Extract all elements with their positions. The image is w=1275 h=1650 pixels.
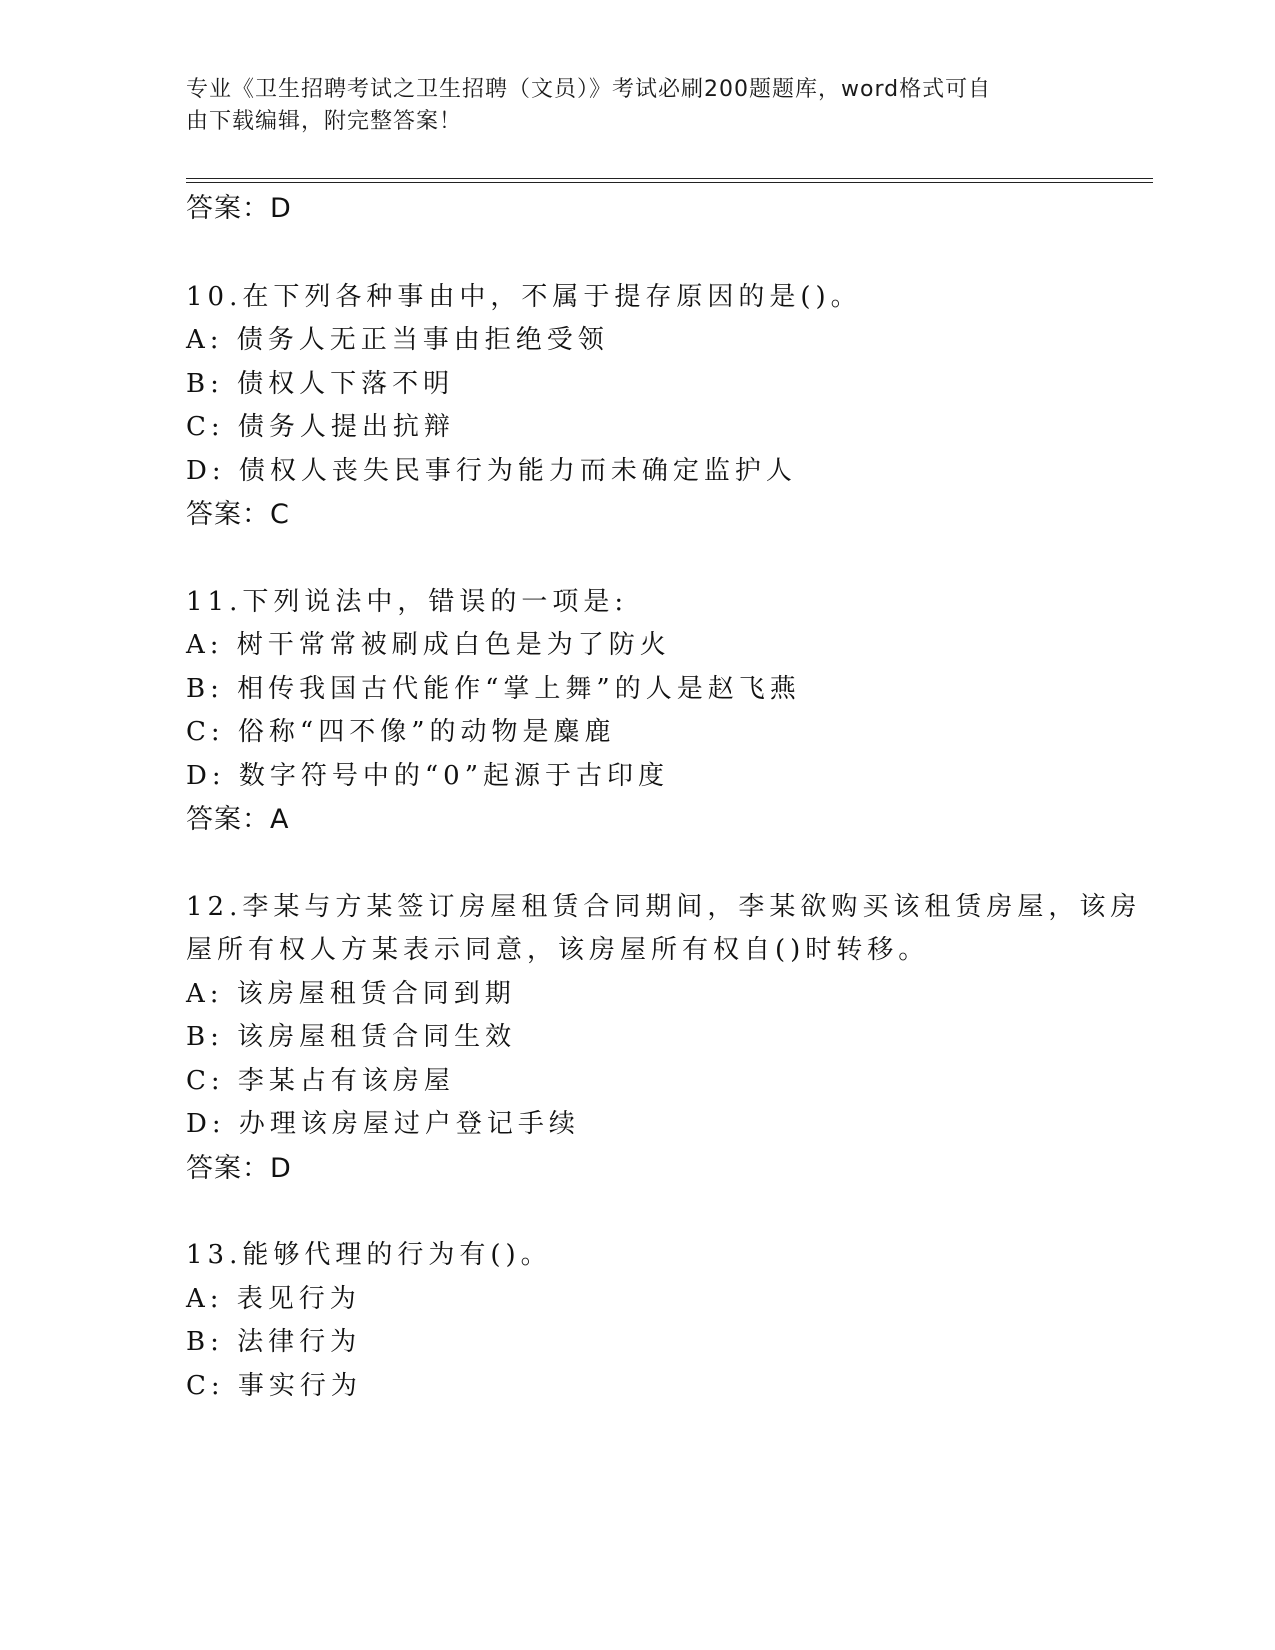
answer-q9: 答案：D — [186, 193, 292, 224]
answer-q10: 答案：C — [186, 499, 290, 530]
question-10-option-a: A: 债务人无正当事由拒绝受领 — [186, 325, 609, 355]
question-13-title: 13.能够代理的行为有()。 — [186, 1240, 552, 1270]
header-divider-bottom — [186, 182, 1153, 183]
header-divider-top — [186, 178, 1153, 179]
question-10-title: 10.在下列各种事由中，不属于提存原因的是()。 — [186, 282, 862, 312]
question-13-option-a: A: 表见行为 — [186, 1284, 361, 1314]
question-13-option-b: B: 法律行为 — [186, 1327, 362, 1357]
question-10-option-c: C: 债务人提出抗辩 — [186, 412, 455, 442]
question-11-title: 11.下列说法中，错误的一项是: — [186, 587, 629, 617]
question-12-option-c: C: 李某占有该房屋 — [186, 1066, 455, 1096]
question-12-title-line-1: 12.李某与方某签订房屋租赁合同期间，李某欲购买该租赁房屋，该房 — [186, 892, 1142, 922]
question-11-option-c: C: 俗称“四不像”的动物是麋鹿 — [186, 717, 616, 747]
question-12-option-b: B: 该房屋租赁合同生效 — [186, 1022, 517, 1052]
question-12-title-line-2: 屋所有权人方某表示同意，该房屋所有权自()时转移。 — [186, 935, 930, 965]
question-11-option-b: B: 相传我国古代能作“掌上舞”的人是赵飞燕 — [186, 674, 801, 704]
header-line-1: 专业《卫生招聘考试之卫生招聘（文员）》考试必刷200题题库，word格式可自 — [186, 77, 992, 102]
header-line-2: 由下载编辑，附完整答案！ — [186, 109, 463, 134]
question-10-option-b: B: 债权人下落不明 — [186, 369, 455, 399]
question-11-option-a: A: 树干常常被刷成白色是为了防火 — [186, 630, 671, 660]
question-11-option-d: D: 数字符号中的“0”起源于古印度 — [186, 761, 669, 791]
question-13-option-c: C: 事实行为 — [186, 1371, 362, 1401]
answer-q12: 答案：D — [186, 1153, 292, 1184]
question-12-option-a: A: 该房屋租赁合同到期 — [186, 979, 516, 1009]
document-header — [186, 74, 1066, 138]
answer-q11: 答案：A — [186, 804, 290, 835]
question-10-option-d: D: 债权人丧失民事行为能力而未确定监护人 — [186, 456, 797, 486]
question-12-option-d: D: 办理该房屋过户登记手续 — [186, 1109, 580, 1139]
